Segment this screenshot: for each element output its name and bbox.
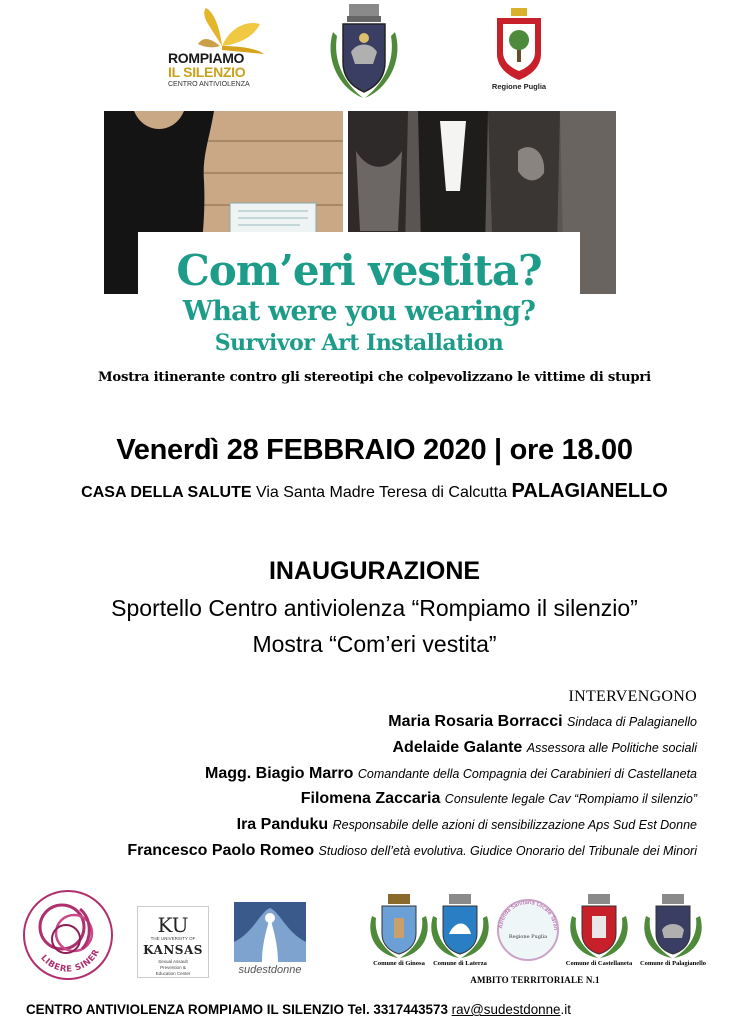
sudestdonne-logo (234, 902, 306, 978)
inauguration-heading: INAUGURAZIONE (268, 557, 481, 585)
title-english: What were you wearing? (182, 296, 536, 327)
libere-sinergie-label: LIBERE SINER (38, 947, 103, 975)
libere-sinergie-icon (22, 889, 114, 981)
comune-palagianello-crest (638, 890, 708, 970)
comune-label: Comune di Ginosa (373, 960, 425, 967)
speaker-role: Responsabile delle azioni di sensibilizzazione Aps Sud Est Donne (332, 818, 697, 832)
libere-sinergie-logo (22, 889, 114, 981)
speaker-item (127, 842, 697, 860)
butterfly-icon (160, 6, 280, 54)
puglia-logo-caption: Regione Puglia (491, 82, 547, 91)
kansas-name: KANSAS (143, 943, 203, 957)
footer-email-tld: .it (560, 1002, 571, 1017)
comune-label: Comune di Laterza (433, 960, 487, 967)
inauguration-mostra: Mostra “Com’eri vestita” (252, 631, 497, 657)
kansas-small-line4: Education Center (155, 971, 191, 976)
exhibition-subtitle: Mostra itinerante contro gli stereotipi che colpevolizzano le vittime di stupri (98, 370, 651, 385)
speaker-name: Francesco Paolo Romeo (127, 842, 315, 859)
comune-ginosa-crest (364, 890, 434, 970)
venue-name: CASA DELLA SALUTE (81, 484, 252, 501)
palagianello-crest (323, 2, 405, 102)
comune-label: Comune di Castellaneta (565, 960, 633, 967)
comune-laterza-crest (425, 890, 495, 970)
speaker-name: Adelaide Galante (392, 739, 523, 756)
speaker-role: Assessora alle Politiche sociali (526, 741, 697, 755)
title-italian: Com’eri vestita? (176, 246, 542, 295)
footer-contact (26, 1002, 571, 1017)
asl-taranto-icon (494, 896, 562, 964)
speaker-item (205, 765, 697, 783)
speaker-item (393, 739, 698, 757)
exhibition-title-card (138, 232, 580, 364)
sudestdonne-icon (234, 902, 306, 962)
kansas-small-line1: THE UNIVERSITY OF (150, 936, 196, 941)
palagianello-small-crest-icon (638, 890, 708, 960)
event-date: Venerdì 28 FEBBRAIO 2020 | ore 18.00 (116, 434, 633, 466)
speaker-item (237, 816, 697, 834)
asl-taranto-logo (494, 896, 562, 964)
footer-text: CENTRO ANTIVIOLENZA ROMPIAMO IL SILENZIO Tel. 3317443573 (26, 1002, 452, 1017)
speaker-name: Maria Rosaria Borracci (388, 713, 563, 730)
footer-email-link[interactable]: rav@sudestdonne (451, 1002, 561, 1017)
speaker-name: Ira Panduku (236, 816, 329, 833)
rompiamo-il-silenzio-logo (160, 6, 280, 90)
speaker-role: Consulente legale Cav “Rompiamo il silenzio” (444, 792, 697, 806)
comune-castellaneta-crest (564, 890, 634, 970)
comune-label: Comune di Palagianello (639, 960, 707, 967)
castellaneta-crest-icon (564, 890, 634, 960)
venue-town: PALAGIANELLO (511, 480, 668, 502)
inauguration-sportello: Sportello Centro antiviolenza “Rompiamo il silenzio” (111, 595, 638, 621)
ambito-territoriale: AMBITO TERRITORIALE N.1 (470, 975, 600, 985)
rompiamo-logo-line1: ROMPIAMO (168, 50, 245, 66)
sudestdonne-label: sudestdonne (238, 964, 302, 976)
university-of-kansas-logo (137, 906, 209, 978)
speaker-role: Studioso dell’età evolutiva. Giudice Onorario del Tribunale dei Minori (318, 844, 697, 858)
speaker-role: Comandante della Compagnia dei Carabinieri di Castellaneta (357, 767, 697, 781)
laterza-crest-icon (425, 890, 495, 960)
regione-puglia-logo (489, 8, 549, 98)
kansas-center-name (138, 959, 208, 977)
speaker-item (301, 790, 697, 808)
puglia-shield-icon (489, 8, 549, 82)
ginosa-crest-icon (364, 890, 434, 960)
kansas-small-line2: Sexual Assault (158, 959, 188, 964)
speaker-role: Sindaca di Palagianello (567, 715, 697, 729)
event-venue (0, 480, 749, 503)
speaker-name: Filomena Zaccaria (300, 790, 441, 807)
venue-address: Via Santa Madre Teresa di Calcutta (251, 484, 512, 501)
asl-region: Regione Puglia (508, 934, 548, 940)
speaker-item (388, 713, 697, 731)
rompiamo-logo-line2: IL SILENZIO (168, 64, 246, 80)
kansas-small-line3: Prevention & (160, 965, 186, 970)
rompiamo-logo-line3: CENTRO ANTIVIOLENZA (168, 81, 250, 88)
speakers-heading: INTERVENGONO (568, 688, 697, 705)
title-installation: Survivor Art Installation (214, 330, 504, 356)
speaker-name: Magg. Biagio Marro (205, 765, 354, 782)
asl-name: Azienda Sanitaria Locale Taran (498, 899, 559, 931)
coat-of-arms-icon (323, 2, 405, 102)
ku-mark: KU (157, 913, 189, 937)
